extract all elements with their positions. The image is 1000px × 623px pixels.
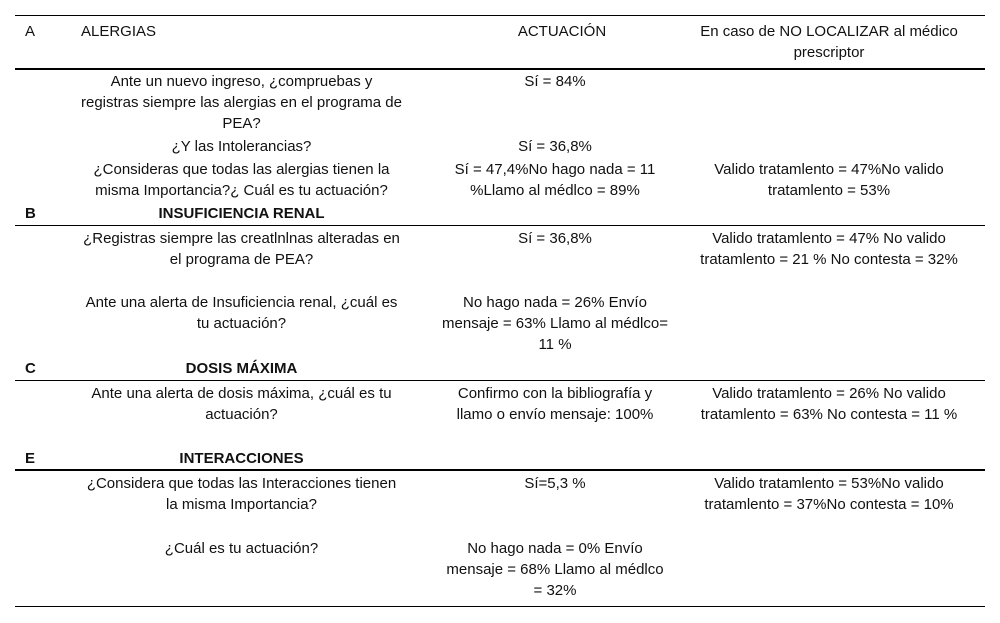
not-found-cell: Valido tratamlento = 47% No valido tratamlento = 21 % No contesta = 32% — [700, 230, 958, 268]
section-rule-dosis — [15, 380, 985, 381]
section-title-dosis: DOSIS MÁXIMA — [185, 360, 298, 377]
action-cell: Confirmo con la bibliografía y llamo o envío mensaje: 100% — [456, 385, 654, 423]
action-cell: No hago nada = 0% Envío mensaje = 68% Llamo al médlco = 32% — [446, 540, 664, 599]
action-cell: Sí = 47,4%No hago nada = 11 %Llamo al médlco = 89% — [454, 161, 656, 199]
section-letter-b: B — [25, 205, 36, 222]
header-no-localizar: En caso de NO LOCALIZAR al médico prescriptor — [700, 23, 958, 61]
table-bottom-rule — [15, 606, 985, 607]
section-rule-interacciones — [15, 469, 985, 471]
not-found-cell: Valido tratamlento = 47%No valido tratamlento = 53% — [714, 161, 944, 199]
action-cell: Sí = 36,8% — [518, 138, 592, 155]
action-cell: Sí=5,3 % — [524, 475, 586, 492]
section-rule-renal — [15, 225, 985, 226]
question-cell: ¿Considera que todas las Interacciones tienen la misma Importancia? — [86, 475, 397, 513]
section-letter-a: A — [25, 23, 36, 40]
section-letter-e: E — [25, 450, 36, 467]
question-cell: ¿Registras siempre las creatlnlnas alteradas en el programa de PEA? — [83, 230, 400, 268]
question-cell: ¿Cuál es tu actuación? — [164, 540, 319, 557]
header-alergias: ALERGIAS — [81, 23, 157, 40]
question-cell: Ante una alerta de Insuficiencia renal, ¿cuál es tu actuación? — [85, 294, 398, 332]
question-cell: ¿Consideras que todas las alergias tienen la misma Importancia?¿ Cuál es tu actuación? — [93, 161, 390, 199]
section-title-renal: INSUFICIENCIA RENAL — [158, 205, 325, 222]
section-letter-c: C — [25, 360, 36, 377]
not-found-cell: Valido tratamlento = 26% No valido tratamlento = 63% No contesta = 11 % — [700, 385, 958, 423]
header-rule — [15, 68, 985, 70]
question-cell: ¿Y las Intolerancias? — [171, 138, 312, 155]
action-cell: Sí = 84% — [524, 73, 586, 90]
header-actuacion: ACTUACIÓN — [517, 23, 607, 40]
not-found-cell: Valido tratamlento = 53%No valido tratamlento = 37%No contesta = 10% — [704, 475, 954, 513]
question-cell: Ante un nuevo ingreso, ¿compruebas y registras siempre las alergias en el programa de PEA? — [81, 73, 402, 132]
action-cell: Sí = 36,8% — [518, 230, 592, 247]
section-title-interacciones: INTERACCIONES — [179, 450, 304, 467]
action-cell: No hago nada = 26% Envío mensaje = 63% Llamo al médlco= 11 % — [442, 294, 668, 353]
table-top-rule — [15, 15, 985, 16]
question-cell: Ante una alerta de dosis máxima, ¿cuál es tu actuación? — [91, 385, 392, 423]
